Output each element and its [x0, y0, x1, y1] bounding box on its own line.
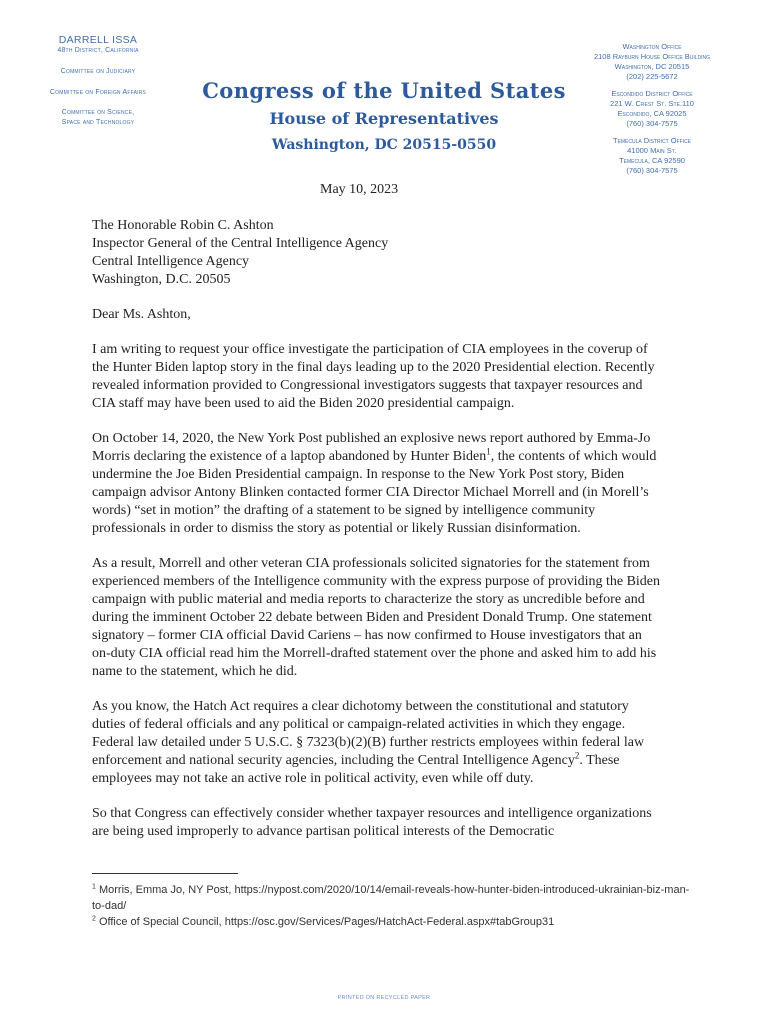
member-name: DARRELL ISSA — [58, 34, 138, 46]
office-phone: (760) 304-7575 — [626, 166, 678, 175]
footnote-divider — [92, 873, 238, 874]
paragraph-5: So that Congress can effectively consider whether taxpayer resources and intelligence organizations are being used improperly to advance partisan political interests of the Democratic — [92, 806, 652, 839]
paragraph-3: As a result, Morrell and other veteran CIA professionals solicited signatories for the statement from experienced members of the Intelligence community with the express purpose of providing the Biden campaign with public material and media reports to characterize the story as uncredible before and during the imminent October 22 debate between Biden and President Donald Trump. One statement signatory – former CIA official David Cariens – has now confirmed to House investigators that an on-duty CIA official read him the Morrell-drafted statement over the phone and asked him to add his name to the statement, which he did. — [92, 556, 661, 679]
paragraph-4-text: As you know, the Hatch Act requires a clear dichotomy between the constitutional and statutory duties of federal officials and any political or campaign-related activities in which they engage. Federal law detailed under 5 U.S.C. § 7323(b)(2)(B) further restricts employees within federal law enforcement and national security agencies, including the Central Intelligence Agency — [92, 699, 645, 768]
temecula-office — [572, 136, 732, 176]
paragraph-2 — [92, 430, 664, 538]
office-line: 41000 Main St. — [627, 146, 677, 155]
paragraph-1: I am writing to request your office investigate the participation of CIA employees in the coverup of the Hunter Biden laptop story in the final days leading up to the 2020 Presidential election. Recently revealed information provided to Congressional investigators suggests that taxpayer resources and CIA staff may have been used to aid the Biden 2020 presidential campaign. — [92, 342, 655, 411]
right-header — [572, 42, 732, 183]
masthead-house: House of Representatives — [269, 109, 499, 128]
address-line: The Honorable Robin C. Ashton — [92, 218, 274, 233]
address-line: Inspector General of the Central Intelligence Agency — [92, 236, 389, 251]
office-line: Escondido, CA 92025 — [617, 109, 687, 118]
office-title: Escondido District Office — [611, 89, 693, 98]
paragraph-2-text: On October 14, 2020, the New York Post published an explosive news report authored by Emma-Jo Morris declaring the existence of a laptop abandoned by Hunter Biden — [92, 431, 651, 464]
committee-science-line1: Committee on Science, — [61, 109, 135, 116]
footnotes — [92, 882, 692, 930]
office-line: Washington, DC 20515 — [614, 62, 690, 71]
footnote-text: Office of Special Council, https://osc.gov/Services/Pages/HatchAct-Federal.aspx#tabGroup31 — [95, 916, 555, 928]
committee-judiciary: Committee on Judiciary — [60, 68, 136, 75]
paragraph-2-text-cont: , the contents of which would undermine the Joe Biden Presidential campaign. In response to the New York Post story, Biden campaign advisor Antony Blinken contacted former CIA Director Michael Morrell and (in Morell’s words) “set in motion” the drafting of a statement to be signed by intelligence community professionals in order to dismiss the story as potential or likely Russian disinformation. — [92, 449, 657, 536]
masthead-congress: Congress of the United States — [202, 78, 566, 103]
member-district: 48th District, California — [57, 47, 139, 54]
committee-science-line2: Space and Technology — [61, 119, 135, 126]
washington-office — [572, 42, 732, 82]
office-phone: (202) 225-5672 — [626, 72, 678, 81]
office-title: Washington Office — [622, 42, 682, 51]
recipient-address — [92, 217, 664, 289]
footnote-number: 2 — [92, 915, 96, 923]
office-line: 2108 Rayburn House Office Building — [593, 52, 711, 61]
masthead — [200, 78, 568, 153]
office-phone: (760) 304-7575 — [626, 119, 678, 128]
footnote-ref-1: 1 — [486, 446, 491, 457]
masthead-address: Washington, DC 20515-0550 — [271, 137, 497, 153]
address-line: Central Intelligence Agency — [92, 254, 250, 269]
committee-foreign-affairs: Committee on Foreign Affairs — [49, 89, 147, 96]
office-line: Temecula, CA 92590 — [619, 156, 685, 165]
letter-body — [92, 217, 664, 858]
salutation: Dear Ms. Ashton, — [92, 307, 191, 322]
paragraph-4 — [92, 698, 664, 788]
footnote-2 — [92, 914, 692, 930]
left-header — [28, 34, 168, 128]
office-line: 221 W. Crest St. Ste.110 — [610, 99, 694, 108]
letter-date: May 10, 2023 — [320, 182, 399, 197]
footnote-text: Morris, Emma Jo, NY Post, https://nypost.com/2020/10/14/email-reveals-how-hunter-biden-introduced-ukrainian-biz-man-to-dad/ — [92, 884, 690, 912]
footnote-number: 1 — [92, 883, 96, 891]
address-line: Washington, D.C. 20505 — [92, 272, 231, 287]
footnote-ref-2: 2 — [574, 750, 580, 761]
recycled-paper-note: PRINTED ON RECYCLED PAPER — [337, 995, 431, 1001]
footnote-1 — [92, 882, 692, 914]
office-title: Temecula District Office — [612, 136, 692, 145]
escondido-office — [572, 89, 732, 129]
paragraph-4-text-cont: . These employees may not take an active role in political activity, even while off duty. — [92, 753, 620, 786]
